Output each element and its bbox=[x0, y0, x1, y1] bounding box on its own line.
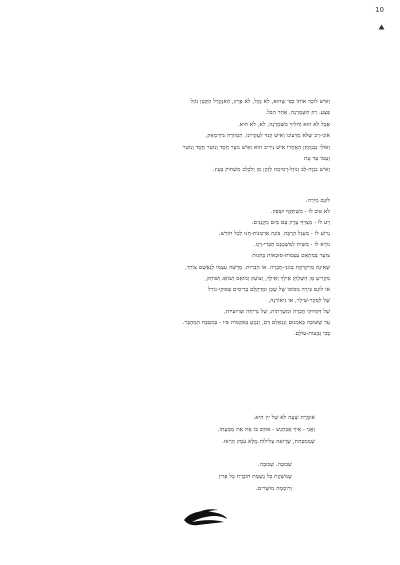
swirl-ornament-icon bbox=[180, 506, 230, 528]
text-line: זַעְמוֹ עַד עֵת bbox=[304, 155, 330, 162]
stanza-2 bbox=[64, 196, 330, 340]
text-line: וְאִישׁ לוֹכֵד אוֹתוֹ כְּפִי שֶׁהוּא, לֹא נָקֵל, לֹא פָּרֵק, הַאנְקֶרְל הַקָּטָן נוֹזֵל bbox=[190, 99, 330, 105]
text-line: אוֹמֶרֶת שֶׁעָה לֹא שֶׁל יַיִן חִיא. bbox=[253, 415, 315, 421]
text-line: פְּצָעַ. רַק הַשְּׁמָרֵנָה, אַחַר הַבֹּל. bbox=[265, 110, 330, 117]
triangle-mark-icon bbox=[378, 24, 385, 30]
text-line: וַאֲנִי - אֵיךְ אֲבַחְגֵשׁ - אוֹהֵב בּוֹ אֶת אֵת מַמְּעָתוֹ. bbox=[217, 427, 315, 433]
stanza-4 bbox=[112, 459, 292, 495]
text-line: לֹא טוֹב לוֹ - מִשְׁתַּקֵּף וּשְׂפַק. bbox=[270, 209, 330, 216]
text-line: עַד שֶׁשּׁוֹבֵה בְּאַמְנוּם וְנִגְאָלָם דָּם, וְנִגְוַעַ בְּאִקְמוֹת פִּיו - בְּמִטְבַּח הַמְּהֻבָּר. bbox=[182, 320, 330, 327]
text-line: מִקְרֵיעַ מֵן הַשֻּׁלְחָן אֵילָךְ וְאֵילָךְ, וְצוֹעֵק וְמוֹאֵס וְשׁוֹאֵג וְשׁוֹחֵק, bbox=[205, 275, 330, 282]
text-line: בָּכִי גְּבְעוֹת-עוֹלָם. bbox=[293, 331, 330, 338]
text-line: שְׁמַמְבָּחַת, שֶׁרְוֹאָה צְלִילוֹת מֻלָּא עֹמֶק הָרָאוּ. bbox=[222, 439, 315, 445]
text-line: אוֹ לוֹגֵם בִּירָה מִכּוֹסוֹ שֶׁל שָׁכֵן וּמְדַקְלֵם בְּרִיסִים פְּסוּקֵי-גוֹרָל bbox=[208, 286, 330, 293]
text-line: שְׁבוּבָה. שְׁבוּבָה. bbox=[258, 462, 292, 468]
page-number: 10 bbox=[375, 6, 384, 14]
text-line: רַע לוֹ - מְצַרֵף עֶרֶק עַם מַיִם מְקֻנָּנִים. bbox=[251, 220, 330, 227]
stanza-3 bbox=[95, 412, 315, 448]
text-line: אֲבָל לֹא הוּא וְהִלִּיךְ מִשְּׁמָרֵנָה, לֹא, לֹא הוּא. bbox=[237, 121, 330, 128]
text-line: שֶׁאִינָהּ מִרְקַרְקֶת בְּגוֹנֵי-חֶבְרָה. אוֹ הַבְרוּת. מְדַשֵּׁה עַצְמוֹ לְנַאֲשֵׁם צוֹרֵךְ, bbox=[185, 264, 330, 271]
text-line: נָרוֹעַ לוֹ - מַעְגָּל הַרְבֵּה. בּוֹנֶה אַרְמְנוֹת-חָנוּ לְכָל חוֹרֵשׁ. bbox=[218, 231, 330, 238]
text-line: נוֹרָא לוֹ - מַשִּׁיחַ לַמִּשְׁטְנֶט הַבְּרִי-רָגֶז. bbox=[253, 242, 330, 249]
text-line: לוּגָם מִירָה. bbox=[305, 198, 330, 204]
text-line: שֶׁל דְּקִדּוּקֵי חֲבֵרָה וּמְשֻׁרָתוֹת, שֶׁל נְדִיחָה וּצְרוּעִיּוּת, bbox=[224, 308, 330, 315]
text-line: שֶׁל לֵסְקָר-שִׁילֶר, אוֹ גִּיאוֹרְנֶה, bbox=[268, 297, 330, 304]
text-line: שֶׁנּוֹשֶׁקֶת כָּל נֶשֶׁמֶת חוֹבֶרֶת כָּל פְּרִין bbox=[218, 474, 292, 480]
text-line: וְאִישׁ נִכְוֶה-לֵב וְנוֹזֵל-רְמִימָה לְזָקֵן מִן וְלִכְלֵב מִשְׁחוֹק בְּעֵץ. bbox=[212, 167, 330, 174]
text-line: אוֹנִי-רַב שֶׁלֹּא מְרַצּוֹנוֹ וְאִישׁ קָנוּי לַעֲקָרוֹנוֹ, הַמְזוֹרָה מִיְּרִמְאָק, bbox=[205, 133, 330, 140]
text-line: וְאוֹלַי נִבְנַקְתַּן הָאַחֲרוֹ אִישׁ נִירִיב הוּא וְאִישׁ נוֹצֵר חֶסֶד וְנוֹטֵר חֶסֶד וְנוֹטֵר bbox=[182, 144, 330, 151]
stanza-1 bbox=[64, 97, 330, 177]
text-line: צוֹעֵר בְּמִתְאָם עַצְמוֹת-סוּכָאוֹת בְּחַנוּת bbox=[252, 253, 330, 260]
text-line: וְרוֹמְמָה מוּשָׁרִים. bbox=[255, 486, 292, 492]
